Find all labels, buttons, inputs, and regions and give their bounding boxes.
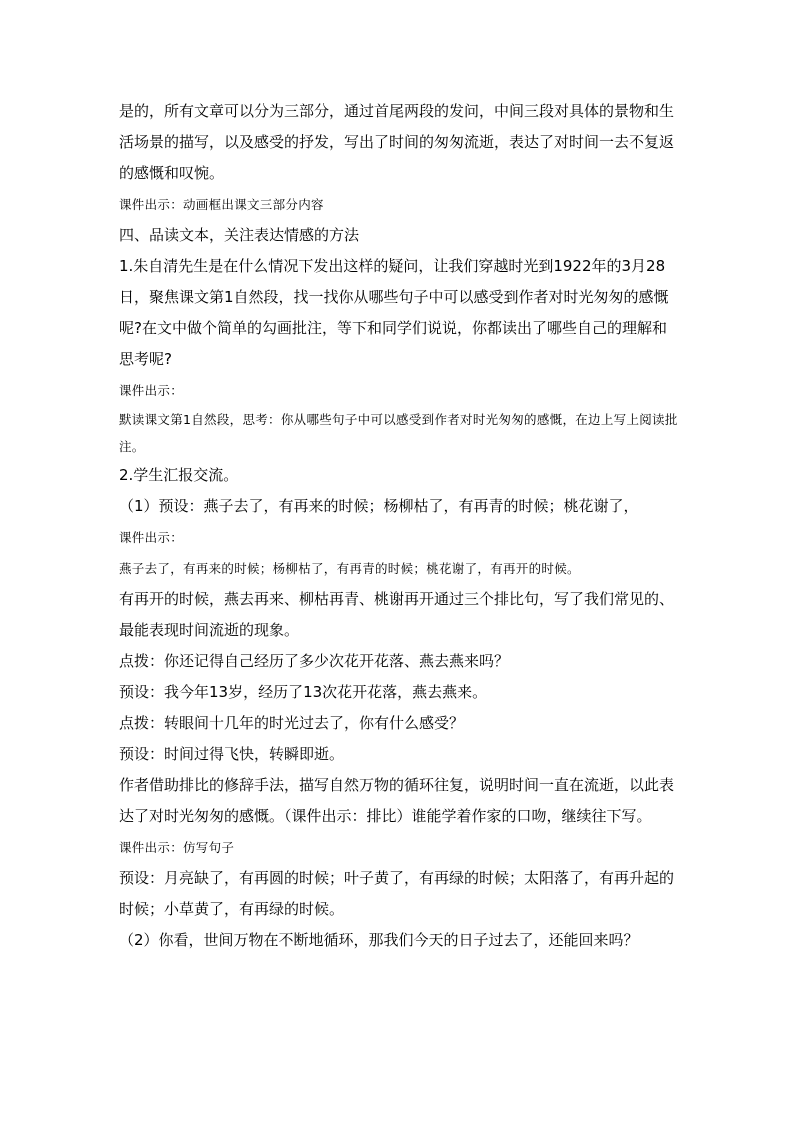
- paragraph-preset: 预设：月亮缺了，有再圆的时候；叶子黄了，有再绿的时候；太阳落了，有再升起的时候；小草黄了，有再绿的时候。: [119, 869, 675, 918]
- paragraph-summary: 是的，所有文章可以分为三部分，通过首尾两段的发问，中间三段对具体的景物和生活场景的描写，以及感受的抒发，写出了时间的匆匆流逝，表达了对时间一去不复返的感慨和叹惋。: [119, 102, 675, 182]
- section-heading: 四、品读文本，关注表达情感的方法: [119, 226, 360, 244]
- paragraph-preset: 预设：时间过得飞快，转瞬即逝。: [119, 745, 345, 763]
- paragraph-prompt: 点拨：你还记得自己经历了多少次花开花落、燕去燕来吗？: [119, 652, 510, 670]
- paragraph-analysis: 作者借助排比的修辞手法，描写自然万物的循环往复，说明时间一直在流逝，以此表达了对时光匆匆的感慨。（课件出示：排比）谁能学着作家的口吻，继续往下写。: [119, 776, 675, 825]
- paragraph-step: 2.学生汇报交流。: [119, 466, 239, 484]
- paragraph-question: 1.朱自清先生是在什么情况下发出这样的疑问，让我们穿越时光到1922年的3月28日，聚焦课文第1自然段，找一找你从哪些句子中可以感受到作者对时光匆匆的感慨呢?在文中做个简单的勾画批注，等下和同学们说说，你都读出了哪些自己的理解和思考呢?: [119, 257, 669, 368]
- courseware-note: 课件出示：: [119, 383, 184, 398]
- paragraph-analysis: 有再开的时候，燕去再来、柳枯再青、桃谢再开通过三个排比句，写了我们常见的、最能表现时间流逝的现象。: [119, 590, 675, 639]
- paragraph-preset: （1）预设：燕子去了，有再来的时候；杨柳枯了，有再青的时候；桃花谢了，: [119, 497, 639, 515]
- paragraph-question: （2）你看，世间万物在不断地循环，那我们今天的日子过去了，还能回来吗？: [119, 931, 639, 949]
- courseware-note: 课件出示：动画框出课文三部分内容: [119, 197, 324, 212]
- courseware-note-task: 默读课文第1自然段，思考：你从哪些句子中可以感受到作者对时光匆匆的感慨，在边上写上阅读批注。: [119, 412, 678, 454]
- document-body: [119, 96, 681, 956]
- courseware-note: 课件出示：: [119, 530, 184, 545]
- paragraph-prompt: 点拨：转眼间十几年的时光过去了，你有什么感受？: [119, 714, 465, 732]
- courseware-quote: 燕子去了，有再来的时候；杨柳枯了，有再青的时候；桃花谢了，有再开的时候。: [119, 561, 580, 576]
- courseware-note: 课件出示：仿写句子: [119, 840, 235, 855]
- paragraph-preset: 预设：我今年13岁，经历了13次花开花落，燕去燕来。: [119, 683, 488, 701]
